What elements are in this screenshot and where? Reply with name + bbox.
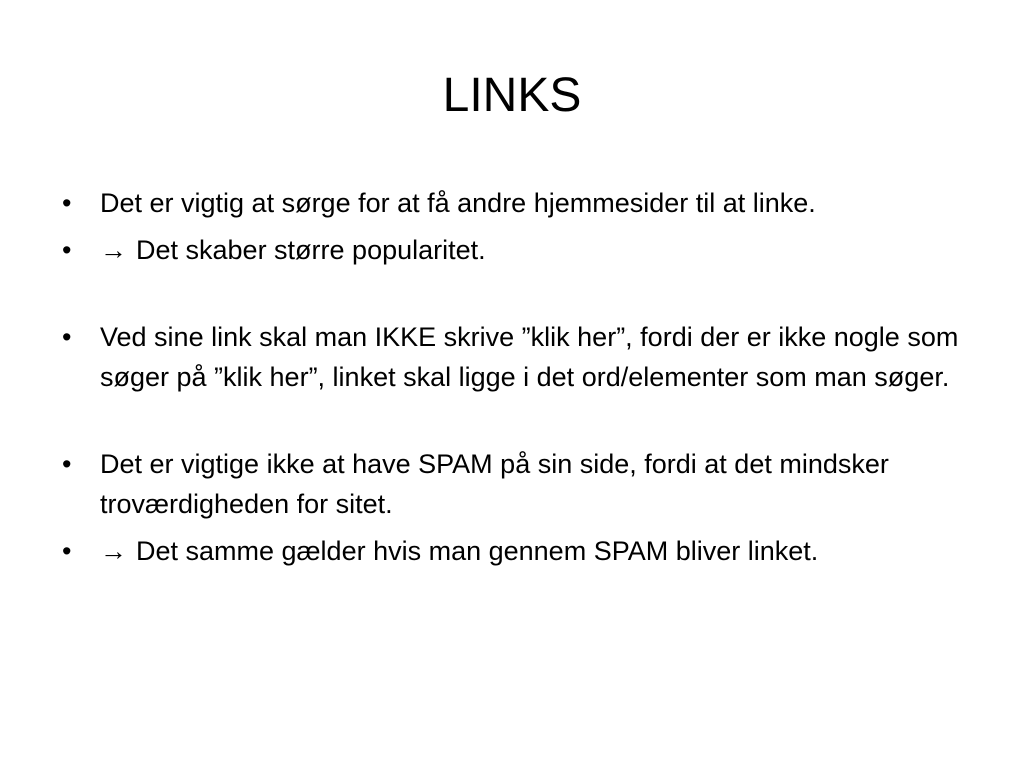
bullet-item — [62, 531, 962, 571]
slide-title: LINKS — [442, 69, 582, 122]
arrow-right-icon: → — [100, 536, 127, 566]
bullet-dot-icon: • — [62, 322, 72, 352]
bullet-text: Det er vigtige ikke at have SPAM på sin side, fordi at det mindsker troværdigheden for sitet. — [100, 449, 889, 519]
bullet-text: Det er vigtig at sørge for at få andre hjemmesider til at linke. — [100, 188, 816, 218]
bullet-dot-icon: • — [62, 188, 72, 218]
bullet-item — [62, 183, 962, 223]
bullet-text: Det samme gælder hvis man gennem SPAM bliver linket. — [136, 536, 819, 566]
bullet-list — [62, 183, 962, 578]
arrow-right-icon: → — [100, 235, 127, 265]
bullet-item — [62, 230, 962, 270]
bullet-dot-icon: • — [62, 449, 72, 479]
bullet-item — [62, 444, 962, 524]
bullet-dot-icon: • — [62, 235, 72, 265]
bullet-text: Det skaber større popularitet. — [136, 235, 486, 265]
bullet-text: Ved sine link skal man IKKE skrive ”klik her”, fordi der er ikke nogle som søger på ”klik her”, linket skal ligge i det ord/elementer som man søger. — [100, 322, 959, 392]
bullet-item — [62, 317, 962, 397]
bullet-dot-icon: • — [62, 536, 72, 566]
